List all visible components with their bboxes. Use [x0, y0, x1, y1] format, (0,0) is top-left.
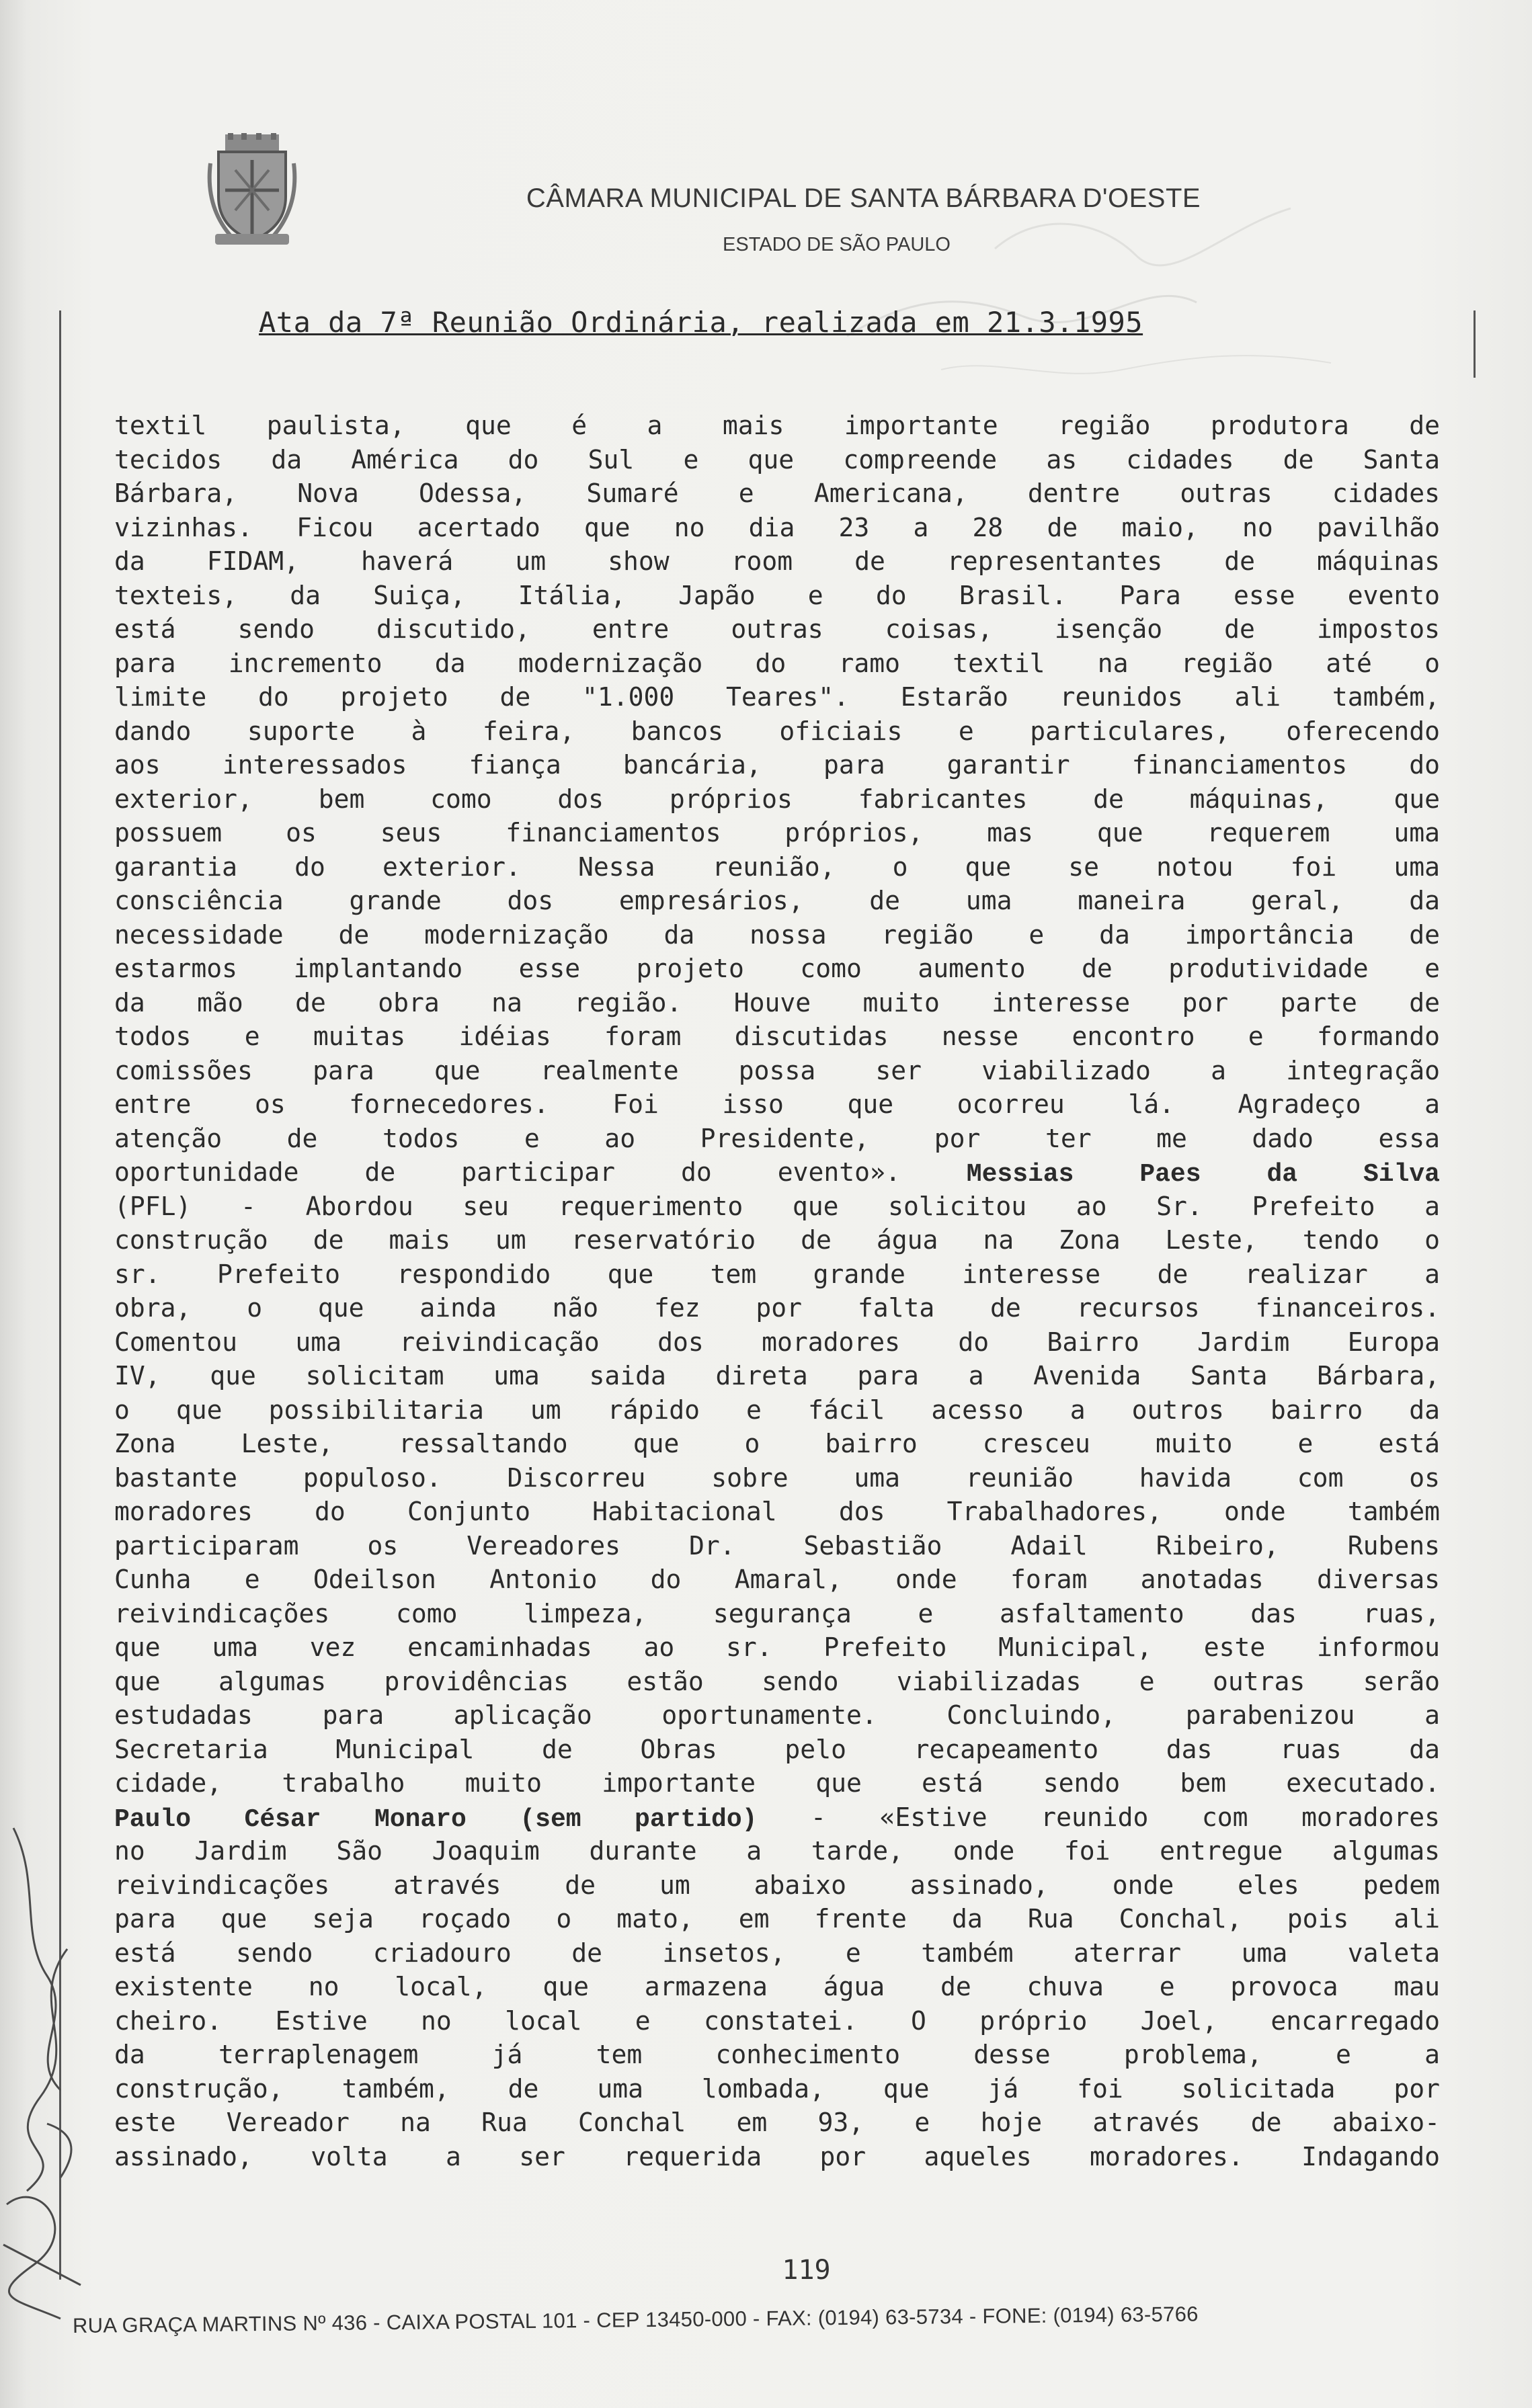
text-line: textil paulista, que é a mais importante região produtora de: [114, 411, 1440, 440]
text-line: IV, que solicitam uma saida direta para a Avenida Santa Bárbara,: [114, 1361, 1440, 1390]
text-line: comissões para que realmente possa ser viabilizado a integração: [114, 1055, 1440, 1085]
text-line: existente no local, que armazena água de chuva e provoca mau: [114, 1972, 1440, 2001]
text-line: que algumas providências estão sendo viabilizadas e outras serão: [114, 1666, 1440, 1696]
text-line: aos interessados fiança bancária, para garantir financiamentos do: [114, 750, 1440, 780]
text-line: Bárbara, Nova Odessa, Sumaré e Americana, dentre outras cidades: [114, 479, 1440, 508]
text-line: exterior, bem como dos próprios fabricantes de máquinas, que: [114, 784, 1440, 814]
text-line: consciência grande dos empresários, de uma maneira geral, da: [114, 886, 1440, 915]
speaker-name: Messias Paes da Silva: [966, 1160, 1440, 1189]
handwritten-signature-icon: [0, 1801, 94, 2325]
text-line: reivindicações como limpeza, segurança e asfaltamento das ruas,: [114, 1598, 1440, 1628]
text-line: construção de mais um reservatório de água na Zona Leste, tendo o: [114, 1225, 1440, 1255]
text-line: atenção de todos e ao Presidente, por ter me dado essa: [114, 1123, 1440, 1153]
text-line: está sendo criadouro de insetos, e também aterrar uma valeta: [114, 1938, 1440, 1968]
text-line: estarmos implantando esse projeto como aumento de produtividade e: [114, 954, 1440, 983]
text-fragment: - «Estive reunido com moradores: [757, 1802, 1440, 1832]
text-line: bastante populoso. Discorreu sobre uma reunião havida com os: [114, 1462, 1440, 1493]
text-line: sr. Prefeito respondido que tem grande interesse de realizar a: [114, 1259, 1440, 1289]
state-name: ESTADO DE SÃO PAULO: [723, 234, 951, 255]
speaker-name: Paulo César Monaro (sem partido): [114, 1804, 758, 1834]
text-line: possuem os seus financiamentos próprios, mas que requerem uma: [114, 818, 1440, 847]
right-margin-rule: [1474, 310, 1476, 378]
footer-address: RUA GRAÇA MARTINS Nº 436 - CAIXA POSTAL 101 - CEP 13450-000 - FAX: (0194) 63-5734 - FONE: (0194) 63-5766: [72, 2302, 1199, 2337]
text-line: necessidade de modernização da nossa região e da importância de: [114, 919, 1440, 950]
minutes-heading: Ata da 7ª Reunião Ordinária, realizada em 21.3.1995: [259, 306, 1143, 339]
text-line: para incremento da modernização do ramo textil na região até o: [114, 648, 1440, 678]
text-line: dando suporte à feira, bancos oficiais e particulares, oferecendo: [114, 716, 1440, 746]
text-line: participaram os Vereadores Dr. Sebastião Adail Ribeiro, Rubens: [114, 1530, 1440, 1561]
text-line: todos e muitas idéias foram discutidas nesse encontro e formando: [114, 1022, 1440, 1051]
text-line: tecidos da América do Sul e que compreende as cidades de Santa: [114, 444, 1440, 474]
text-line: vizinhas. Ficou acertado que no dia 23 a 28 de maio, no pavilhão: [114, 512, 1440, 542]
text-line: obra, o que ainda não fez por falta de recursos financeiros.: [114, 1293, 1440, 1323]
text-line: (PFL) - Abordou seu requerimento que solicitou ao Sr. Prefeito a: [114, 1191, 1440, 1221]
text-line: Cunha e Odeilson Antonio do Amaral, onde foram anotadas diversas: [114, 1565, 1440, 1594]
text-fragment: oportunidade de participar do evento».: [114, 1157, 901, 1187]
text-line: que uma vez encaminhadas ao sr. Prefeito Municipal, este informou: [114, 1632, 1440, 1662]
text-line: o que possibilitaria um rápido e fácil acesso a outros bairro da: [114, 1395, 1440, 1425]
text-line: estudadas para aplicação oportunamente. Concluindo, parabenizou a: [114, 1700, 1440, 1730]
text-line: cheiro. Estive no local e constatei. O próprio Joel, encarregado: [114, 2005, 1440, 2036]
text-line: moradores do Conjunto Habitacional dos Trabalhadores, onde também: [114, 1497, 1440, 1526]
text-line: cidade, trabalho muito importante que está sendo bem executado.: [114, 1768, 1440, 1798]
text-line: Secretaria Municipal de Obras pelo recapeamento das ruas da: [114, 1734, 1440, 1764]
text-line: Comentou uma reivindicação dos moradores do Bairro Jardim Europa: [114, 1327, 1440, 1357]
text-line: reivindicações através de um abaixo assinado, onde eles pedem: [114, 1870, 1440, 1900]
text-line: garantia do exterior. Nessa reunião, o que se notou foi uma: [114, 852, 1440, 882]
text-line-with-speaker: [114, 1155, 1440, 1190]
minutes-body: [114, 409, 1445, 2173]
text-line: para que seja roçado o mato, em frente da Rua Conchal, pois ali: [114, 1904, 1440, 1934]
text-line: entre os fornecedores. Foi isso que ocorreu lá. Agradeço a: [114, 1089, 1440, 1119]
text-line: limite do projeto de "1.000 Teares". Estarão reunidos ali também,: [114, 682, 1440, 712]
text-line: está sendo discutido, entre outras coisas, isenção de impostos: [114, 614, 1440, 644]
text-line-with-speaker: [114, 1800, 1440, 1835]
text-line: da mão de obra na região. Houve muito interesse por parte de: [114, 987, 1440, 1018]
text-line: no Jardim São Joaquim durante a tarde, onde foi entregue algumas: [114, 1836, 1440, 1866]
text-line: Zona Leste, ressaltando que o bairro cresceu muito e está: [114, 1429, 1440, 1458]
text-line: da FIDAM, haverá um show room de representantes de máquinas: [114, 546, 1440, 576]
text-line: texteis, da Suiça, Itália, Japão e do Brasil. Para esse evento: [114, 580, 1440, 610]
page-number: 119: [782, 2255, 831, 2286]
text-line: construção, também, de uma lombada, que já foi solicitada por: [114, 2073, 1440, 2104]
text-line: este Vereador na Rua Conchal em 93, e hoje através de abaixo-: [114, 2108, 1440, 2137]
text-line: da terraplenagem já tem conhecimento desse problema, e a: [114, 2040, 1440, 2069]
institution-name: CÂMARA MUNICIPAL DE SANTA BÁRBARA D'OESTE: [526, 183, 1201, 213]
text-line: assinado, volta a ser requerida por aqueles moradores. Indagando: [114, 2141, 1440, 2171]
